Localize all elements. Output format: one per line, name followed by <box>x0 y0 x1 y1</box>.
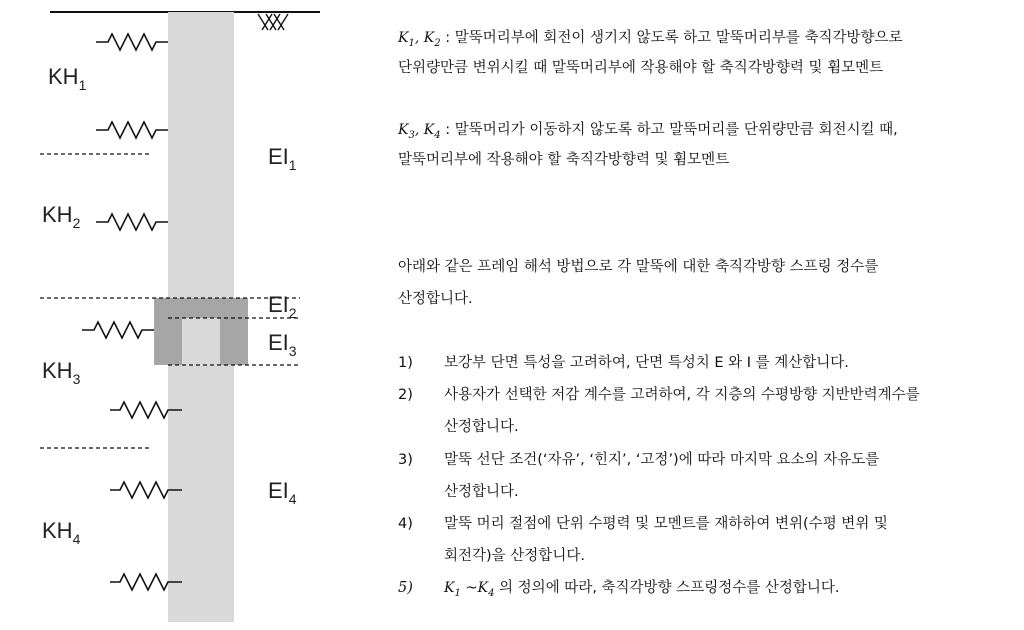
spring-3 <box>96 214 168 230</box>
stiffness-label-ei4: $EI_4$ <box>268 478 297 507</box>
fixed-support-hatch <box>258 14 288 30</box>
spring-2 <box>96 122 168 138</box>
soil-label-kh2: $KH_2$ <box>42 202 81 231</box>
definition-k1-k2-line-2: 단위량만큼 변위시킬 때 말뚝머리부에 작용해야 할 축직각방향력 및 휨모멘트 <box>398 60 884 76</box>
k3-symbol: $K_3$ <box>398 122 415 141</box>
spring-4 <box>82 322 154 338</box>
k4-symbol: $K_4$ <box>423 122 441 141</box>
stiffness-label-ei1: $EI_1$ <box>268 144 297 173</box>
reinforcement-right-block <box>220 318 248 365</box>
definition-k3-k4-line-1: $K_3$, $K_4$ : 말뚝머리가 이동하지 않도록 하고 말뚝머리를 단위량만큼 회전시킬 때, <box>398 122 898 141</box>
k2-symbol: $K_2$ <box>423 30 441 49</box>
stiffness-label-ei3: $EI_3$ <box>268 330 297 359</box>
intro-line-2: 산정합니다. <box>398 291 473 307</box>
k4-symbol-step5: $K_4$ <box>477 580 495 599</box>
reinforcement-left-block <box>154 318 182 365</box>
pile-spring-diagram <box>0 0 340 630</box>
k1-symbol: $K_1$ <box>398 30 415 49</box>
soil-label-kh1: $KH_1$ <box>48 64 87 93</box>
definition-k1-k2-line-1: $K_1$, $K_2$ : 말뚝머리부에 회전이 생기지 않도록 하고 말뚝머리부를 축직각방향으로 <box>398 30 903 49</box>
soil-label-kh4: $KH_4$ <box>42 518 81 547</box>
definition-k3-k4-line-2: 말뚝머리부에 작용해야 할 축직각방향력 및 휨모멘트 <box>398 152 730 168</box>
soil-label-kh3: $KH_3$ <box>42 358 81 387</box>
spring-1 <box>96 34 168 50</box>
description-panel: $K_1$, $K_2$ : 말뚝머리부에 회전이 생기지 않도록 하고 말뚝머리부를 축직각방향으로 단위량만큼 변위시킬 때 말뚝머리부에 작용해야 할 축직각방향력 및 휨모멘트 $K_3$, $K_4$ : 말뚝머리가 이동하지 않도록 하고 말뚝머리를 단위량만큼 회전시킬 때, 말뚝머리부에 작용해야 할 축직각방향력 및 휨모멘트 아래와 같은 프레임 해석 방법으로 각 말뚝에 대한 축직각방향 스프링 정수를 산정합니다. 1) 보강부 단면 특성을 고려하여, 단면 특성치 E 와 I 를 계산합니다. 2) 사용자가 선택한 저감 계수를 고려하여, 각 지층의 수평방향 지반반력계수를 산정합니다. 3) 말뚝 선단 조건(‘자유’, ‘힌지’, ‘고정’)에 따라 마지막 요소의 자유도를 산정합니다. 4) 말뚝 머리 절점에 단위 수평력 및 모멘트를 재하하여 변위(수평 변위 및 회전각)을 산정합니다. 5) $K_1$ $\sim K_4$ 의 정의에 따라, 축직각방향 스프링정수를 산정합니다. <box>398 30 920 599</box>
stiffness-label-ei2: $EI_2$ <box>268 292 297 321</box>
intro-line-1: 아래와 같은 프레임 해석 방법으로 각 말뚝에 대한 축직각방향 스프링 정수를 <box>398 259 879 275</box>
k1-symbol-step5: $K_1$ <box>444 580 461 599</box>
reinforcement-inner-core <box>182 318 220 365</box>
reinforcement-upper-band <box>154 298 248 318</box>
